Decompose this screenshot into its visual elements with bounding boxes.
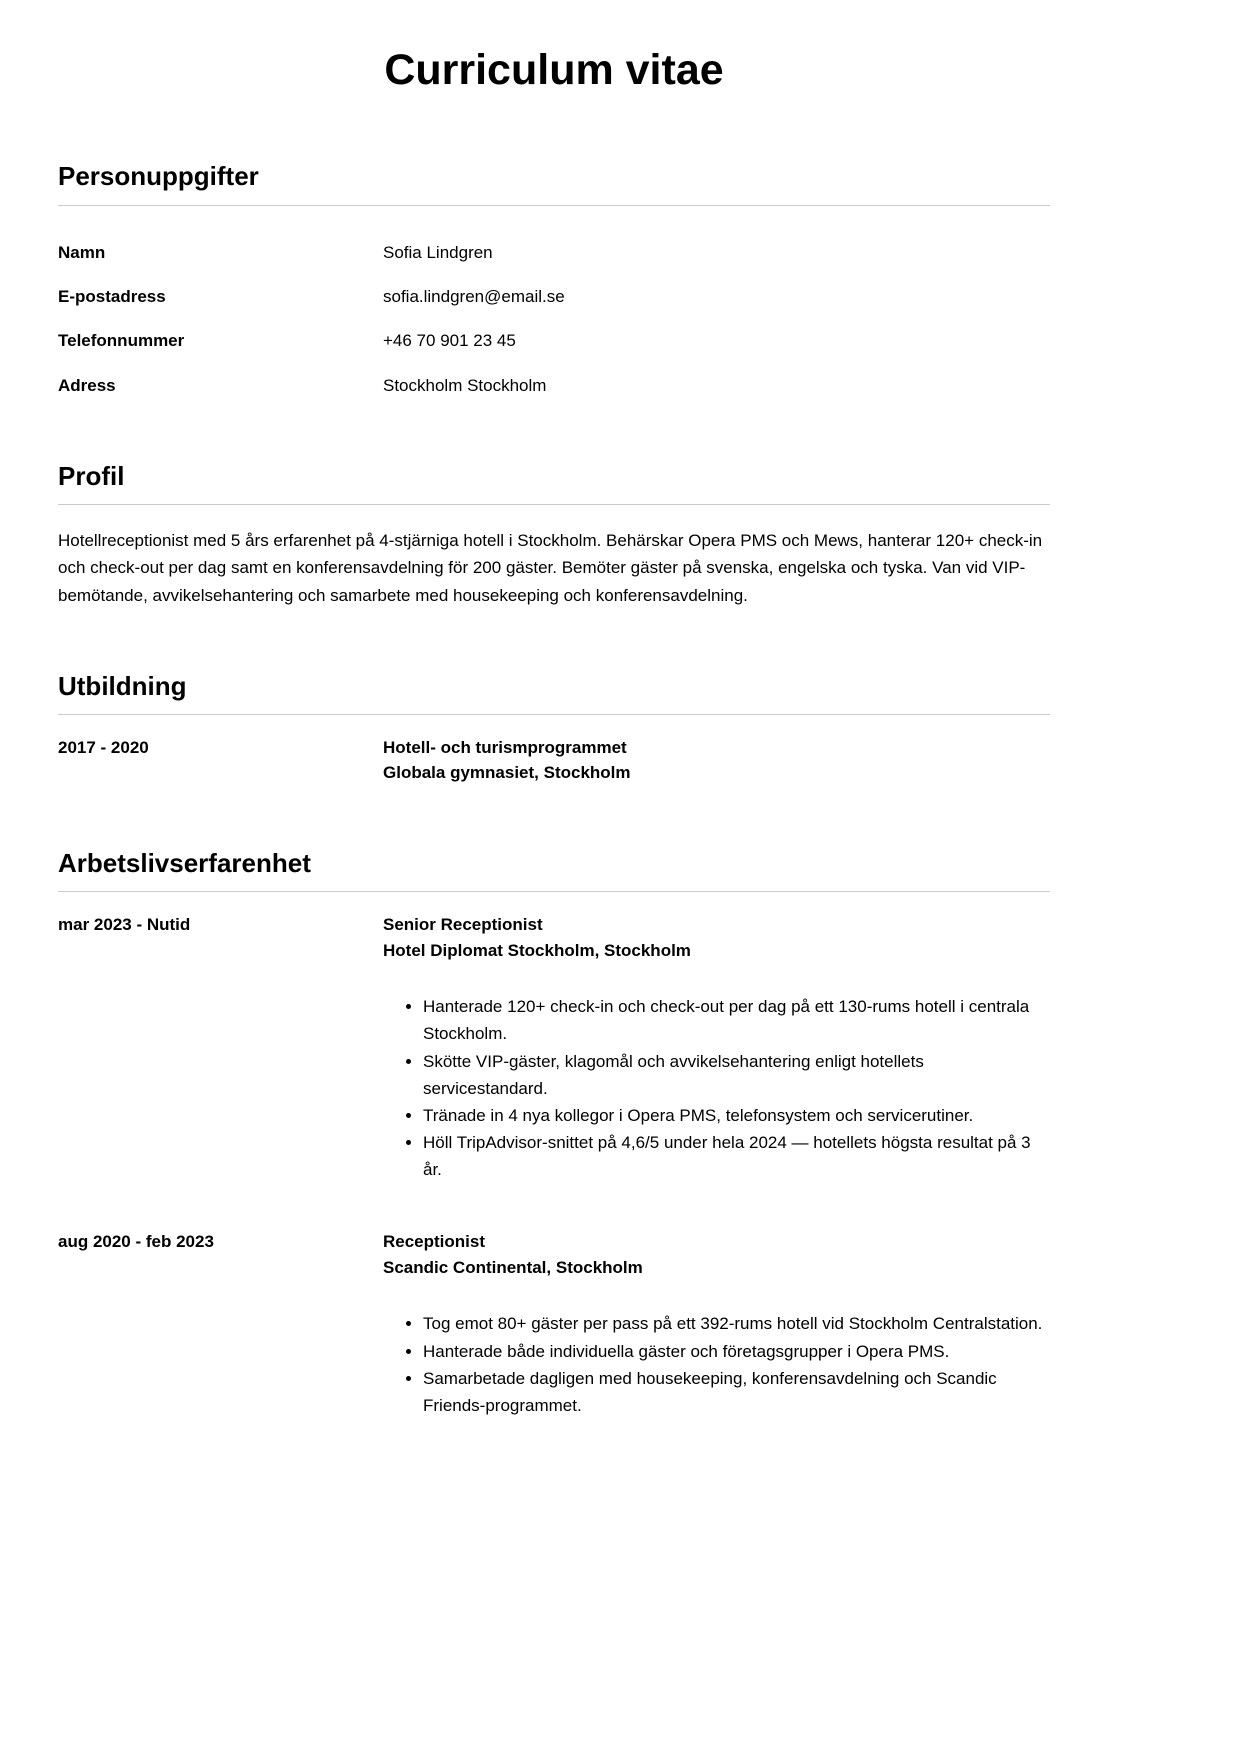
experience-bullet: • Hanterade både individuella gäster och företagsgrupper i Opera PMS. bbox=[423, 1338, 1050, 1365]
education-entry-body bbox=[383, 735, 1050, 786]
experience-period: aug 2020 - feb 2023 bbox=[58, 1232, 214, 1252]
section-divider bbox=[58, 891, 1050, 892]
section-heading-personal: Personuppgifter bbox=[58, 161, 259, 192]
education-program: Hotell- och turismprogrammet bbox=[383, 737, 627, 757]
detail-label-name: Namn bbox=[58, 242, 106, 262]
section-education bbox=[58, 671, 1050, 786]
detail-value-address: Stockholm Stockholm bbox=[383, 375, 547, 395]
experience-bullet: • Höll TripAdvisor-snittet på 4,6/5 under hela 2024 — hotellets högsta resultat på 3 år. bbox=[423, 1129, 1050, 1183]
section-divider bbox=[58, 504, 1050, 505]
experience-bullet-list bbox=[383, 993, 1050, 1183]
experience-job-title: Senior Receptionist bbox=[383, 915, 543, 935]
section-profile bbox=[58, 461, 1050, 609]
experience-bullet: • Skötte VIP-gäster, klagomål och avvikelsehantering enligt hotellets servicestandard. bbox=[423, 1048, 1050, 1102]
detail-value-phone: +46 70 901 23 45 bbox=[383, 331, 516, 351]
experience-bullet-list bbox=[383, 1310, 1050, 1419]
education-entries bbox=[58, 735, 1050, 786]
detail-label-address: Adress bbox=[58, 375, 116, 395]
detail-row-phone bbox=[58, 328, 1050, 354]
education-entry bbox=[58, 735, 1050, 786]
experience-employer: Hotel Diplomat Stockholm, Stockholm bbox=[383, 940, 691, 960]
experience-entry-body bbox=[383, 1229, 1050, 1419]
profile-summary: Hotellreceptionist med 5 års erfarenhet på 4-stjärniga hotell i Stockholm. Behärskar Opera PMS och Mews, hanterar 120+ check-in och check-out per dag samt en konferensavdelning för 200 gäster. Bemöter gäster på svenska, engelska och tyska. Van vid VIP-bemötande, avvikelsehantering och samarbete med housekeeping och konferensavdelning. bbox=[58, 531, 1043, 605]
detail-row-name bbox=[58, 240, 1050, 266]
section-heading-profile: Profil bbox=[58, 461, 125, 491]
detail-value-name: Sofia Lindgren bbox=[383, 242, 493, 262]
experience-period: mar 2023 - Nutid bbox=[58, 915, 191, 935]
education-school: Globala gymnasiet, Stockholm bbox=[383, 763, 631, 783]
experience-bullet: • Samarbetade dagligen med housekeeping, konferensavdelning och Scandic Friends-programmet. bbox=[423, 1365, 1050, 1419]
experience-bullet: • Tog emot 80+ gäster per pass på ett 392-rums hotell vid Stockholm Centralstation. bbox=[423, 1310, 1050, 1337]
section-personal bbox=[58, 161, 1050, 399]
education-period: 2017 - 2020 bbox=[58, 737, 149, 757]
section-heading-experience: Arbetslivserfarenhet bbox=[58, 847, 311, 878]
experience-employer: Scandic Continental, Stockholm bbox=[383, 1257, 643, 1277]
experience-bullet: • Hanterade 120+ check-in och check-out per dag på ett 130-rums hotell i centrala Stockholm. bbox=[423, 993, 1050, 1047]
experience-entry bbox=[58, 1229, 1050, 1419]
experience-job-title: Receptionist bbox=[383, 1232, 486, 1252]
experience-entries bbox=[58, 912, 1050, 1419]
section-experience bbox=[58, 848, 1050, 1419]
detail-row-address bbox=[58, 373, 1050, 399]
section-divider bbox=[58, 205, 1050, 206]
section-heading-education: Utbildning bbox=[58, 670, 187, 701]
experience-bullet: • Tränade in 4 nya kollegor i Opera PMS, telefonsystem och servicerutiner. bbox=[423, 1102, 1050, 1129]
detail-value-email: sofia.lindgren@email.se bbox=[383, 286, 565, 306]
personal-details bbox=[58, 240, 1050, 399]
detail-label-email: E-postadress bbox=[58, 286, 166, 306]
page-title: Curriculum vitae bbox=[384, 46, 724, 94]
experience-entry bbox=[58, 912, 1050, 1183]
experience-entry-body bbox=[383, 912, 1050, 1183]
detail-label-phone: Telefonnummer bbox=[58, 331, 185, 351]
detail-row-email bbox=[58, 284, 1050, 310]
section-divider bbox=[58, 714, 1050, 715]
